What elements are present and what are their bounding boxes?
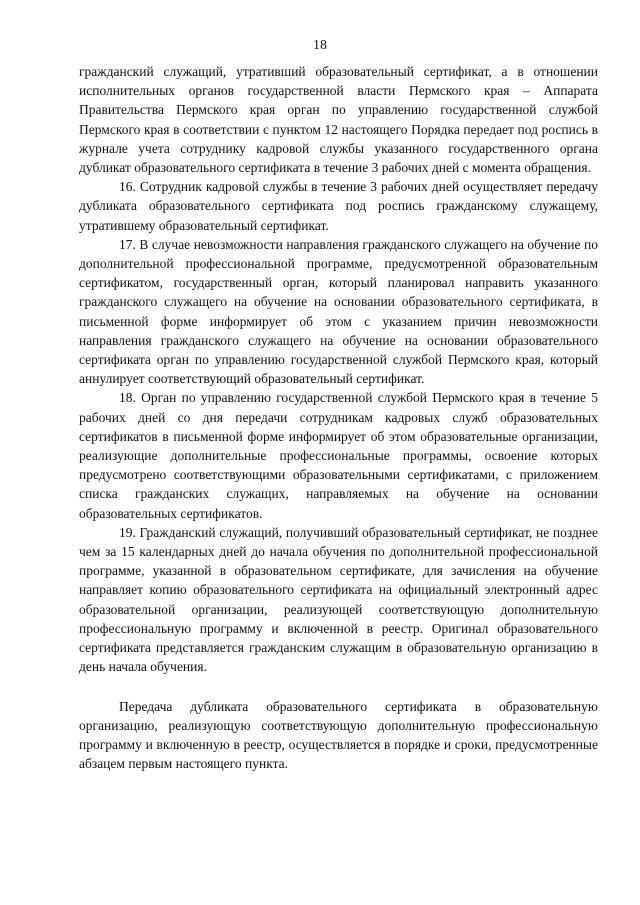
paragraph-item-16: 16. Сотрудник кадровой службы в течение 3 рабочих дней осуществляет передачу дубликата образовательного сертификата под роспись гражданскому служащему, утратившему образовательный сертификат.	[79, 179, 598, 233]
paragraph-item-17: 17. В случае невозможности направления гражданского служащего на обучение по дополнительной профессиональной программе, предусмотренной образовательным сертификатом, государственный орган, который планировал направить указанного гражданского служащего на обучение на основании образовательного сертификата, в письменной форме информирует об этом с указанием причин невозможности направления гражданского служащего на обучение на основании образовательного сертификата орган по управлению государственной службой Пермского края, который аннулирует соответствующий образовательный сертификат.	[79, 236, 598, 387]
document-body	[79, 62, 598, 773]
paragraph-item-19-second: Передача дубликата образовательного сертификата в образовательную организацию, реализующую соответствующую дополнительную профессиональную программу и включенную в реестр, осуществляется в порядке и сроки, предусмотренные абзацем первым настоящего пункта.	[79, 698, 598, 772]
paragraph-item-18: 18. Орган по управлению государственной службой Пермского края в течение 5 рабочих дней со дня передачи сотрудникам кадровых служб образовательных сертификатов в письменной форме информирует об этом образовательные организации, реализующие дополнительные профессиональные программы, освоение которых предусмотрено соответствующими образовательными сертификатами, с приложением списка гражданских служащих, направляемых на обучение на основании образовательных сертификатов.	[79, 390, 598, 521]
paragraph-item-19: 19. Гражданский служащий, получивший образовательный сертификат, не позднее чем за 15 календарных дней до начала обучения по дополнительной профессиональной программе, указанной в образовательном сертификате, для зачисления на обучение направляет копию образовательного сертификата на официальный электронный адрес образовательной организации, реализующей соответствующую дополнительную профессиональную программу и включенной в реестр. Оригинал образовательного сертификата представляется гражданским служащим в образовательную организацию в день начала обучения.	[79, 524, 598, 675]
paragraph-continuation: гражданский служащий, утративший образовательный сертификат, а в отношении исполнительных органов государственной власти Пермского края – Аппарата Правительства Пермского края орган по управлению государственной службой Пермского края в соответствии с пунктом 12 настоящего Порядка передает под роспись в журнале учета сотруднику кадровой службы указанного государственного органа дубликат образовательного сертификата в течение 3 рабочих дней с момента обращения.	[79, 64, 598, 176]
page-number: 18	[313, 38, 327, 53]
